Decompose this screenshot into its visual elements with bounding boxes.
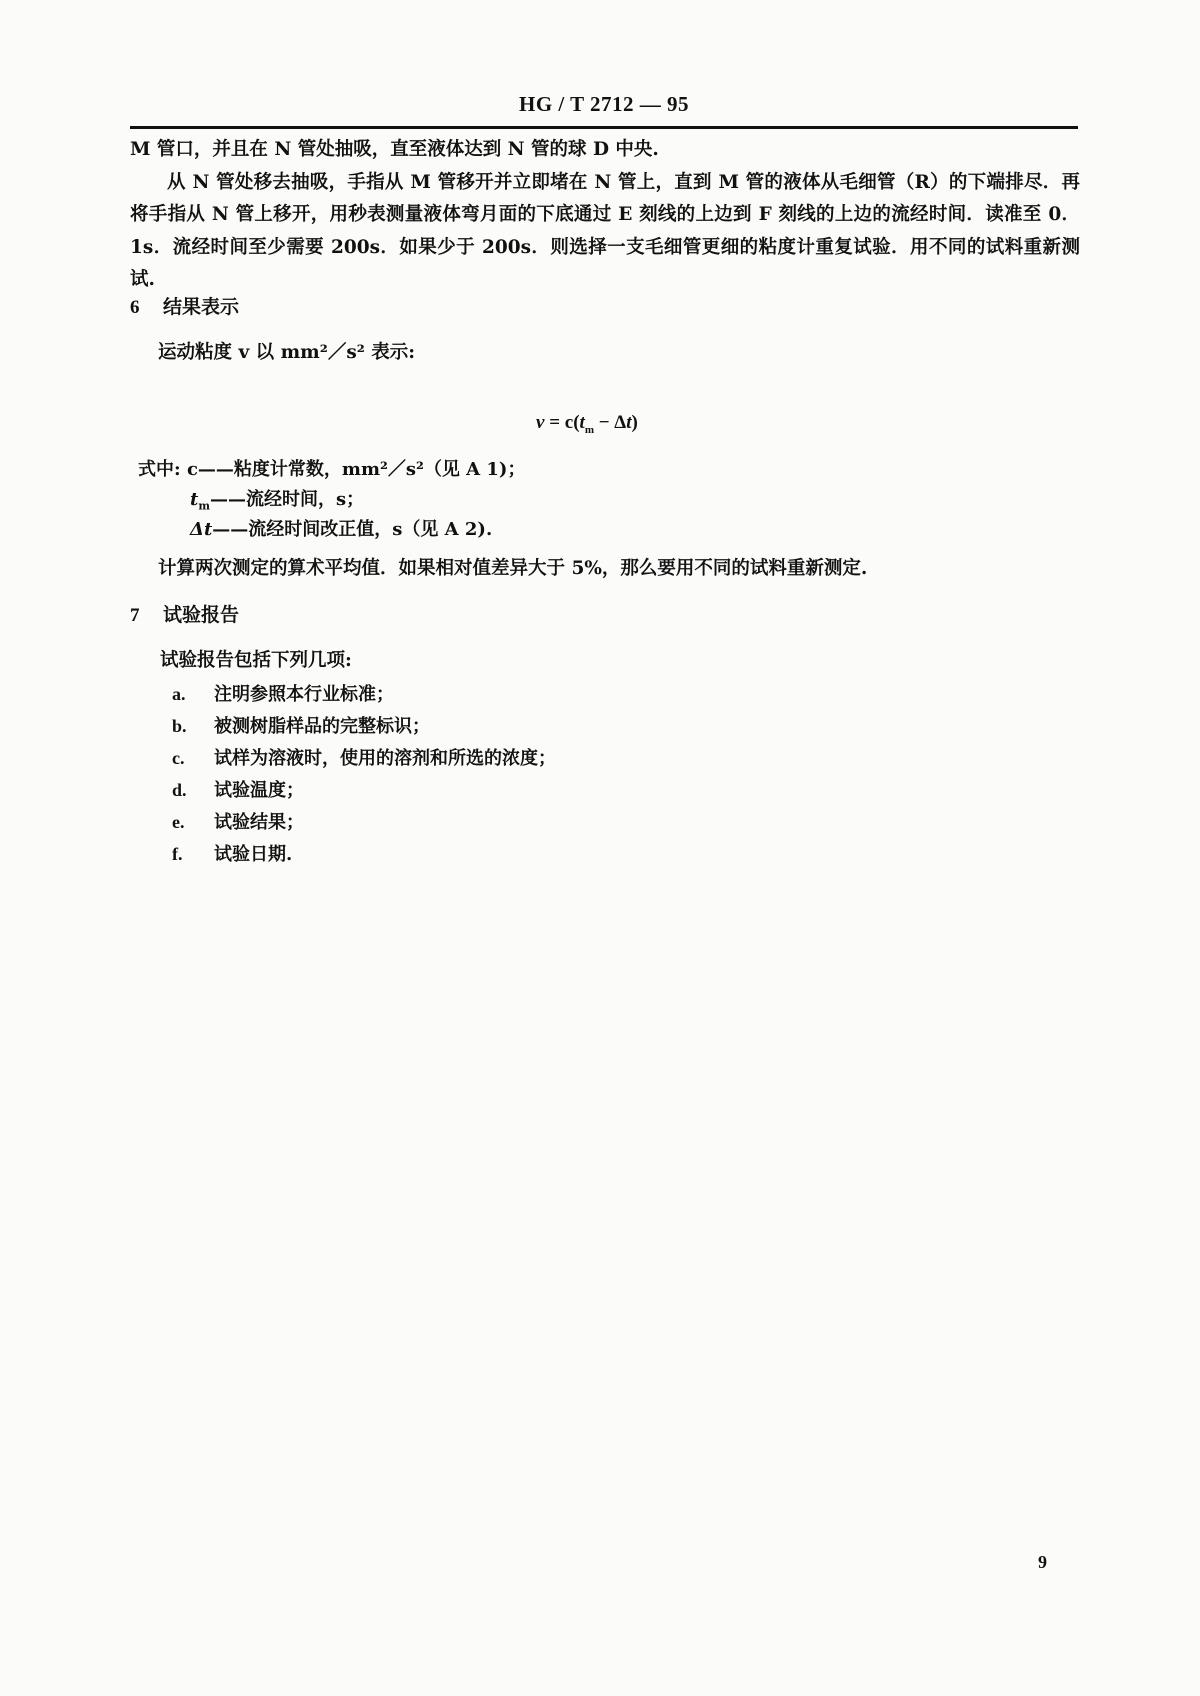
- item-text: 注明参照本行业标准；: [214, 684, 394, 705]
- section-6-intro: 运动粘度 v 以 mm²／s² 表示:: [158, 342, 416, 363]
- item-label: f.: [172, 844, 183, 864]
- item-label: a.: [172, 684, 186, 704]
- item-label: d.: [172, 780, 187, 800]
- where-line-c: [138, 455, 525, 481]
- var-symbol: c: [186, 459, 198, 480]
- item-text: 试验日期.: [214, 844, 293, 865]
- var-description: ——流经时间，s；: [209, 489, 365, 510]
- viscosity-formula: $v = c(t_m - \Delta t)$: [536, 412, 638, 436]
- item-label: e.: [172, 812, 185, 832]
- section-7-heading: [130, 600, 239, 627]
- header-rule: [130, 126, 1078, 129]
- where-label: 式中:: [138, 459, 181, 480]
- item-text: 试验结果；: [214, 812, 304, 833]
- list-item: [172, 744, 556, 770]
- section-6-heading: [130, 292, 239, 319]
- section-title: 结果表示: [163, 296, 240, 318]
- section-number: 6: [130, 297, 140, 318]
- section-title: 试验报告: [163, 604, 240, 626]
- list-item: [172, 840, 292, 866]
- item-text: 试验温度；: [214, 780, 304, 801]
- where-line-dt: Δt——流经时间改正值，s（见 A 2).: [190, 519, 493, 540]
- continuation-paragraph: 从 N 管处移去抽吸，手指从 M 管移开并立即堵在 N 管上，直到 M 管的液体从毛细管（R）的下端排尽．再将手指从 N 管上移开，用秒表测量液体弯月面的下底通过 E 刻线的上边到 F 刻线的上边的流经时间．读准至 0．1s．流经时间至少需要 200s．如果少于 200s．则选择一支毛细管更细的粘度计重复试验．用不同的试料重新测试.: [130, 171, 1080, 290]
- list-item: [172, 808, 304, 834]
- list-item: [172, 712, 430, 738]
- item-label: b.: [172, 716, 187, 736]
- section-7-intro: 试验报告包括下列几项:: [160, 650, 352, 671]
- document-code-header: HG / T 2712 — 95: [518, 92, 689, 116]
- continuation-line: M 管口，并且在 N 管处抽吸，直至液体达到 N 管的球 D 中央.: [130, 139, 659, 160]
- item-text: 被测树脂样品的完整标识；: [214, 716, 430, 737]
- section-number: 7: [130, 605, 140, 626]
- item-label: c.: [172, 748, 185, 768]
- list-item: [172, 680, 394, 706]
- list-item: [172, 776, 304, 802]
- page-number: 9: [1038, 1552, 1047, 1572]
- section-6-conclusion: 计算两次测定的算术平均值．如果相对值差异大于 5%，那么要用不同的试料重新测定.: [158, 558, 868, 579]
- continuation-text: [130, 134, 1080, 297]
- item-text: 试样为溶液时，使用的溶剂和所选的浓度；: [214, 748, 556, 769]
- var-description: ——流经时间改正值，s（见 A 2).: [212, 519, 493, 540]
- var-description: ——粘度计常数，mm²／s²（见 A 1)；: [197, 459, 526, 480]
- where-line-tm: $t_m——$流经时间，s；: [190, 489, 365, 513]
